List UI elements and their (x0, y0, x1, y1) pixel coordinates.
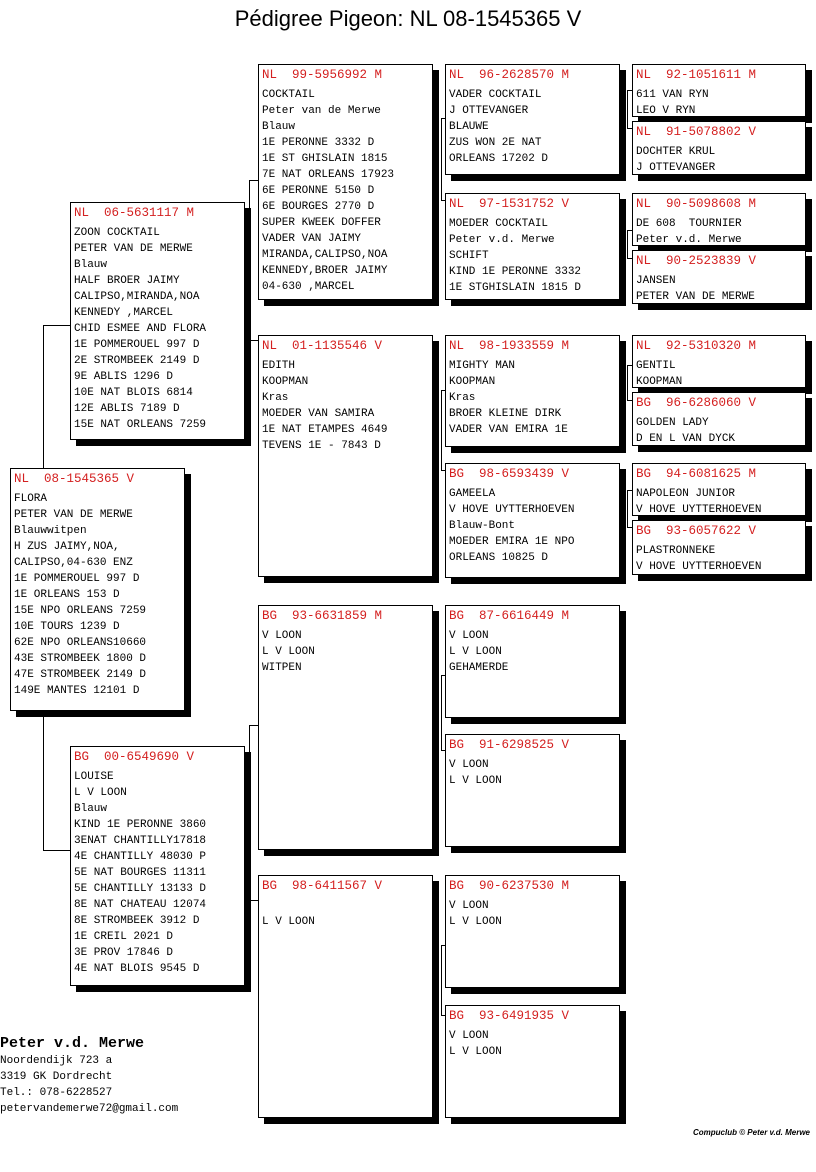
pigeon-card-sss (445, 64, 620, 175)
pedigree-line: 47E STROMBEEK 2149 D (14, 669, 147, 681)
pedigree-line: KIND 1E PERONNE 3860 (74, 819, 207, 831)
pedigree-line: CALIPSO,04-630 ENZ (14, 557, 133, 569)
pedigree-line: Blauw (74, 803, 108, 815)
pedigree-line: 1E NAT ETAMPES 4649 (262, 424, 388, 436)
pedigree-line: V LOON (449, 1030, 489, 1042)
pedigree-lines (633, 414, 805, 446)
pedigree-line: L V LOON (449, 1046, 502, 1058)
pigeon-card-ssd (445, 193, 620, 300)
ring-number: NL 98-1933559 M (449, 339, 570, 353)
pedigree-line: CALIPSO,MIRANDA,NOA (74, 291, 200, 303)
pedigree-line: Peter van de Merwe (262, 105, 381, 117)
pedigree-line: DE 608 TOURNIER (636, 218, 742, 230)
pedigree-line: 3ENAT CHANTILLY17818 (74, 835, 207, 847)
pedigree-line: MIGHTY MAN (449, 360, 516, 372)
ring-number: BG 98-6411567 V (262, 879, 383, 893)
pedigree-lines (446, 1027, 619, 1060)
pedigree-line: Blauw (74, 259, 108, 271)
page-title: Pédigree Pigeon: NL 08-1545365 V (234, 6, 582, 31)
ring-number: NL 01-1135546 V (262, 339, 383, 353)
pedigree-lines (446, 485, 619, 566)
ring-number: NL 90-5098608 M (636, 197, 757, 211)
pedigree-line: MOEDER VAN SAMIRA (262, 408, 375, 420)
ring-number: NL 99-5956992 M (262, 68, 383, 82)
ring-number: BG 93-6491935 V (449, 1009, 570, 1023)
pedigree-line: GOLDEN LADY (636, 417, 709, 429)
pedigree-line: V HOVE UYTTERHOEVEN (636, 504, 762, 516)
pedigree-line: HALF BROER JAIMY (74, 275, 180, 287)
pedigree-line: ORLEANS 10825 D (449, 552, 549, 564)
pedigree-line (262, 898, 432, 914)
pigeon-card-dsd (445, 734, 620, 847)
pedigree-line: 10E TOURS 1239 D (14, 621, 120, 633)
pedigree-line: PETER VAN DE MERWE (74, 243, 193, 255)
pedigree-lines (446, 215, 619, 296)
pedigree-lines (11, 490, 184, 699)
pedigree-line: V HOVE UYTTERHOEVEN (636, 561, 762, 573)
pigeon-card-ddd (445, 1005, 620, 1118)
ring-number: BG 87-6616449 M (449, 609, 570, 623)
ring-number: BG 90-6237530 M (449, 879, 570, 893)
connector-line (627, 365, 628, 400)
pedigree-line: JANSEN (636, 275, 676, 287)
pedigree-line: V HOVE UYTTERHOEVEN (449, 504, 575, 516)
pedigree-line: 611 VAN RYN (636, 89, 709, 101)
pedigree-lines (633, 86, 805, 117)
pedigree-line: 5E CHANTILLY 13133 D (74, 883, 207, 895)
ring-number: NL 92-1051611 M (636, 68, 757, 82)
pedigree-line: 1E ST GHISLAIN 1815 (262, 153, 388, 165)
pedigree-line: 15E NPO ORLEANS 7259 (14, 605, 147, 617)
pedigree-lines (446, 627, 619, 676)
pedigree-line: Peter v.d. Merwe (636, 234, 742, 246)
ring-number: BG 00-6549690 V (74, 750, 195, 764)
ring-number: NL 08-1545365 V (14, 472, 135, 486)
connector-line (441, 675, 442, 750)
pedigree-line: D EN L VAN DYCK (636, 433, 736, 445)
pedigree-line: 1E CREIL 2021 D (74, 931, 174, 943)
pigeon-card-dds (445, 875, 620, 988)
pedigree-line: WITPEN (262, 662, 302, 674)
pedigree-line: BROER KLEINE DIRK (449, 408, 562, 420)
pedigree-line: Kras (449, 392, 476, 404)
pedigree-lines (259, 897, 432, 930)
connector-line (43, 325, 71, 326)
pedigree-line: KOOPMAN (636, 376, 683, 388)
pedigree-lines (71, 224, 244, 433)
pedigree-line: 04-630 ,MARCEL (262, 281, 355, 293)
pedigree-line: 2E STROMBEEK 2149 D (74, 355, 200, 367)
pedigree-lines (446, 756, 619, 789)
pedigree-line: 7E NAT ORLEANS 17923 (262, 169, 395, 181)
ring-number: NL 92-5310320 M (636, 339, 757, 353)
ring-number: NL 96-2628570 M (449, 68, 570, 82)
pigeon-card-sire-sire (258, 64, 433, 300)
pedigree-line: PETER VAN DE MERWE (14, 509, 133, 521)
pedigree-line: 1E ORLEANS 153 D (14, 589, 120, 601)
connector-line (249, 725, 250, 900)
pedigree-line: VADER VAN JAIMY (262, 233, 362, 245)
connector-line (627, 90, 628, 128)
pedigree-line: 12E ABLIS 7189 D (74, 403, 180, 415)
pigeon-card-g2 (632, 121, 806, 175)
pigeon-card-subject (10, 468, 185, 711)
pedigree-line: VADER VAN EMIRA 1E (449, 424, 568, 436)
ring-number: BG 93-6057622 V (636, 524, 757, 538)
pedigree-line: 4E NAT BLOIS 9545 D (74, 963, 200, 975)
pigeon-card-sire-dam (258, 335, 433, 577)
pedigree-line: FLORA (14, 493, 48, 505)
owner-email: petervandemerwe72@gmail.com (0, 1103, 179, 1115)
pedigree-line: COCKTAIL (262, 89, 315, 101)
pedigree-line: KENNEDY ,MARCEL (74, 307, 174, 319)
pedigree-line: Blauw-Bont (449, 520, 516, 532)
pedigree-line: DOCHTER KRUL (636, 146, 716, 158)
pedigree-line: 1E POMMEROUEL 997 D (14, 573, 140, 585)
pigeon-card-g6 (632, 392, 806, 446)
footer-credit: Compuclub © Peter v.d. Merwe (692, 1128, 810, 1137)
pedigree-line: 43E STROMBEEK 1800 D (14, 653, 147, 665)
pedigree-line: TEVENS 1E - 7843 D (262, 440, 381, 452)
pedigree-line: 1E POMMEROUEL 997 D (74, 339, 200, 351)
pigeon-card-dam-dam (258, 875, 433, 1118)
ring-number: NL 97-1531752 V (449, 197, 570, 211)
pedigree-lines (71, 768, 244, 977)
pigeon-card-g1 (632, 64, 806, 117)
pedigree-line: L V LOON (262, 646, 315, 658)
pedigree-line: 149E MANTES 12101 D (14, 685, 140, 697)
pedigree-line: MOEDER EMIRA 1E NPO (449, 536, 575, 548)
pedigree-line: MOEDER COCKTAIL (449, 218, 549, 230)
pedigree-line: 5E NAT BOURGES 11311 (74, 867, 207, 879)
pigeon-card-dss (445, 605, 620, 718)
pedigree-line: V LOON (262, 630, 302, 642)
connector-line (441, 390, 442, 470)
pigeon-card-g4 (632, 250, 806, 304)
pedigree-line: 9E ABLIS 1296 D (74, 371, 174, 383)
pedigree-line: J OTTEVANGER (449, 105, 529, 117)
pedigree-line: ZUS WON 2E NAT (449, 137, 542, 149)
pedigree-line: V LOON (449, 759, 489, 771)
pedigree-line: 6E PERONNE 5150 D (262, 185, 375, 197)
connector-line (43, 712, 44, 850)
pedigree-line: PETER VAN DE MERWE (636, 291, 755, 303)
pedigree-line: 15E NAT ORLEANS 7259 (74, 419, 207, 431)
owner-phone: Tel.: 078-6228527 (0, 1087, 113, 1099)
pedigree-line: 4E CHANTILLY 48030 P (74, 851, 207, 863)
pedigree-line: L V LOON (74, 787, 127, 799)
pedigree-line: 1E STGHISLAIN 1815 D (449, 282, 582, 294)
pedigree-line: Blauwwitpen (14, 525, 87, 537)
pigeon-card-g7 (632, 463, 806, 516)
owner-city: 3319 GK Dordrecht (0, 1071, 113, 1083)
pedigree-lines (259, 627, 432, 676)
ring-number: BG 93-6631859 M (262, 609, 383, 623)
pedigree-line: 8E NAT CHATEAU 12074 (74, 899, 207, 911)
connector-line (627, 490, 628, 527)
ring-number: BG 94-6081625 M (636, 467, 757, 481)
pigeon-card-dam (70, 746, 245, 986)
pedigree-line: SCHIFT (449, 250, 489, 262)
pedigree-line: L V LOON (449, 646, 502, 658)
ring-number: BG 98-6593439 V (449, 467, 570, 481)
pedigree-line: VADER COCKTAIL (449, 89, 542, 101)
pedigree-line: V LOON (449, 630, 489, 642)
pedigree-lines (633, 143, 805, 175)
pedigree-line: V LOON (449, 900, 489, 912)
connector-line (441, 118, 442, 200)
pigeon-card-sds (445, 335, 620, 447)
pedigree-lines (259, 357, 432, 454)
pedigree-lines (633, 272, 805, 304)
pedigree-lines (446, 86, 619, 167)
pigeon-card-g5 (632, 335, 806, 388)
pedigree-line: LEO V RYN (636, 105, 696, 117)
pedigree-lines (633, 215, 805, 246)
connector-line (627, 230, 628, 258)
pedigree-line: CHID ESMEE AND FLORA (74, 323, 207, 335)
pedigree-line: GEHAMERDE (449, 662, 509, 674)
pedigree-line: EDITH (262, 360, 296, 372)
pedigree-line: 6E BOURGES 2770 D (262, 201, 375, 213)
pedigree-line: SUPER KWEEK DOFFER (262, 217, 381, 229)
pedigree-line: L V LOON (449, 775, 502, 787)
pedigree-line: 62E NPO ORLEANS10660 (14, 637, 147, 649)
owner-name: Peter v.d. Merwe (0, 1035, 145, 1052)
pedigree-line: L V LOON (449, 916, 502, 928)
pedigree-lines (633, 542, 805, 575)
pedigree-line: 10E NAT BLOIS 6814 (74, 387, 193, 399)
connector-line (441, 945, 442, 1015)
pedigree-line: J OTTEVANGER (636, 162, 716, 174)
pedigree-line: LOUISE (74, 771, 114, 783)
pedigree-line: MIRANDA,CALIPSO,NOA (262, 249, 388, 261)
pedigree-line: ORLEANS 17202 D (449, 153, 549, 165)
connector-line (249, 180, 250, 340)
pedigree-line: Kras (262, 392, 289, 404)
pedigree-line: BLAUWE (449, 121, 489, 133)
ring-number: NL 90-2523839 V (636, 254, 757, 268)
pedigree-line: Peter v.d. Merwe (449, 234, 555, 246)
owner-address: Noordendijk 723 a (0, 1055, 113, 1067)
pedigree-line: Blauw (262, 121, 296, 133)
ring-number: NL 91-5078802 V (636, 125, 757, 139)
connector-line (43, 850, 71, 851)
pedigree-line: PLASTRONNEKE (636, 545, 716, 557)
ring-number: BG 96-6286060 V (636, 396, 757, 410)
pigeon-card-sire (70, 202, 245, 440)
pigeon-card-dam-sire (258, 605, 433, 850)
pedigree-lines (446, 897, 619, 930)
pedigree-line: 8E STROMBEEK 3912 D (74, 915, 200, 927)
pedigree-line: H ZUS JAIMY,NOA, (14, 541, 120, 553)
pedigree-line: GENTIL (636, 360, 676, 372)
pedigree-line: 3E PROV 17846 D (74, 947, 174, 959)
pigeon-card-sdd (445, 463, 620, 578)
pedigree-line: KOOPMAN (262, 376, 309, 388)
owner-block (0, 1035, 178, 1117)
pedigree-lines (633, 485, 805, 516)
pedigree-line: ZOON COCKTAIL (74, 227, 160, 239)
ring-number: NL 06-5631117 M (74, 206, 195, 220)
pigeon-card-g3 (632, 193, 806, 246)
ring-number: BG 91-6298525 V (449, 738, 570, 752)
pedigree-line: GAMEELA (449, 488, 496, 500)
pedigree-line: NAPOLEON JUNIOR (636, 488, 736, 500)
pigeon-card-g8 (632, 520, 806, 575)
pedigree-line: 1E PERONNE 3332 D (262, 137, 375, 149)
pedigree-lines (446, 357, 619, 438)
pedigree-line: KENNEDY,BROER JAIMY (262, 265, 388, 277)
pedigree-line: KOOPMAN (449, 376, 496, 388)
pedigree-lines (633, 357, 805, 388)
pedigree-line: KIND 1E PERONNE 3332 (449, 266, 582, 278)
pedigree-lines (259, 86, 432, 295)
connector-line (43, 325, 44, 469)
pedigree-line: L V LOON (262, 916, 315, 928)
